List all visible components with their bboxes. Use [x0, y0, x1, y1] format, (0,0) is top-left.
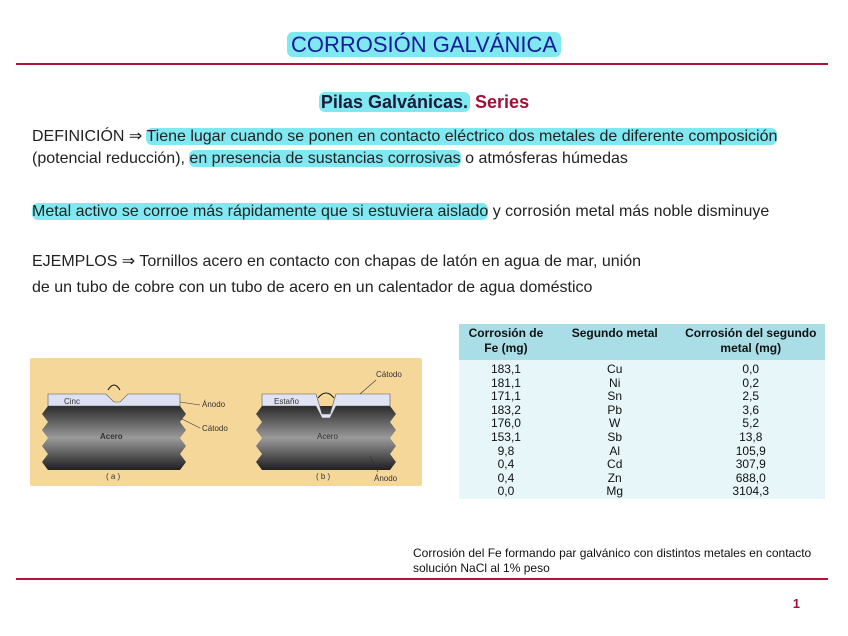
table-row: 153,1 Sb 13,8: [459, 431, 825, 445]
label-tag-a: ( a ): [106, 472, 121, 481]
header-second-metal: Segundo metal: [553, 324, 677, 360]
table-row: 0,0 Mg 3104,3: [459, 485, 825, 499]
table-header-row: [459, 324, 825, 360]
table-row: 176,0 W 5,2: [459, 417, 825, 431]
label-cinc: Cinc: [64, 397, 81, 406]
table-row: 183,1 Cu 0,0: [459, 360, 825, 377]
label-estano: Estaño: [274, 397, 299, 406]
cathode-pointer-b: [360, 380, 376, 394]
examples-line-1: EJEMPLOS ⇒ Tornillos acero en contacto con chapas de latón en agua de mar, unión: [32, 253, 642, 270]
label-anodo-a: Ánodo: [202, 400, 226, 409]
bottom-divider: [16, 578, 828, 580]
top-divider: [16, 63, 828, 65]
corrosion-table: [459, 324, 825, 499]
table-row: 9,8 Al 105,9: [459, 445, 825, 459]
examples-line-2: de un tubo de cobre con un tubo de acero en un calentador de agua doméstico: [32, 279, 593, 296]
label-acero-b: Acero: [317, 432, 338, 441]
table-row: 171,1 Sn 2,5: [459, 390, 825, 404]
galvanic-corrosion-figure: [30, 358, 422, 486]
figure-b: [256, 380, 396, 472]
table-row: 0,4 Zn 688,0: [459, 472, 825, 486]
table-caption: Corrosión del Fe formando par galvánico con distintos metales en contacto solución NaCl al 1% peso: [413, 546, 812, 575]
electron-arrow-b: [318, 393, 334, 398]
table-row: 183,2 Pb 3,6: [459, 404, 825, 418]
label-acero-a: Acero: [100, 432, 123, 441]
header-second-metal-corrosion: Corrosión del segundo metal (mg): [677, 324, 825, 360]
label-anodo-b: Ánodo: [374, 474, 398, 483]
label-catodo-b: Cátodo: [376, 370, 402, 379]
page-number: 1: [792, 596, 800, 611]
slide-title: CORROSIÓN GALVÁNICA: [0, 32, 848, 58]
header-fe-corrosion: Corrosión de Fe (mg): [459, 324, 553, 360]
table-row: 0,4 Cd 307,9: [459, 458, 825, 472]
table-row: 181,1 Ni 0,2: [459, 377, 825, 391]
label-catodo-a: Cátodo: [202, 424, 228, 433]
figure-drawing: [30, 358, 422, 486]
section-subtitle: Pilas Galvánicas. Series: [320, 92, 530, 112]
electron-arrow-a: [108, 385, 120, 390]
active-metal-paragraph: Metal activo se corroe más rápidamente que si estuviera aislado y corrosión metal más noble disminuye: [32, 203, 770, 220]
label-tag-b: ( b ): [316, 472, 331, 481]
definition-paragraph: DEFINICIÓN ⇒ Tiene lugar cuando se ponen en contacto eléctrico dos metales de diferente composición (potencial reducción), en presencia de sustancias corrosivas o atmósferas húmedas: [32, 128, 778, 167]
anode-pointer-a: [180, 402, 200, 405]
